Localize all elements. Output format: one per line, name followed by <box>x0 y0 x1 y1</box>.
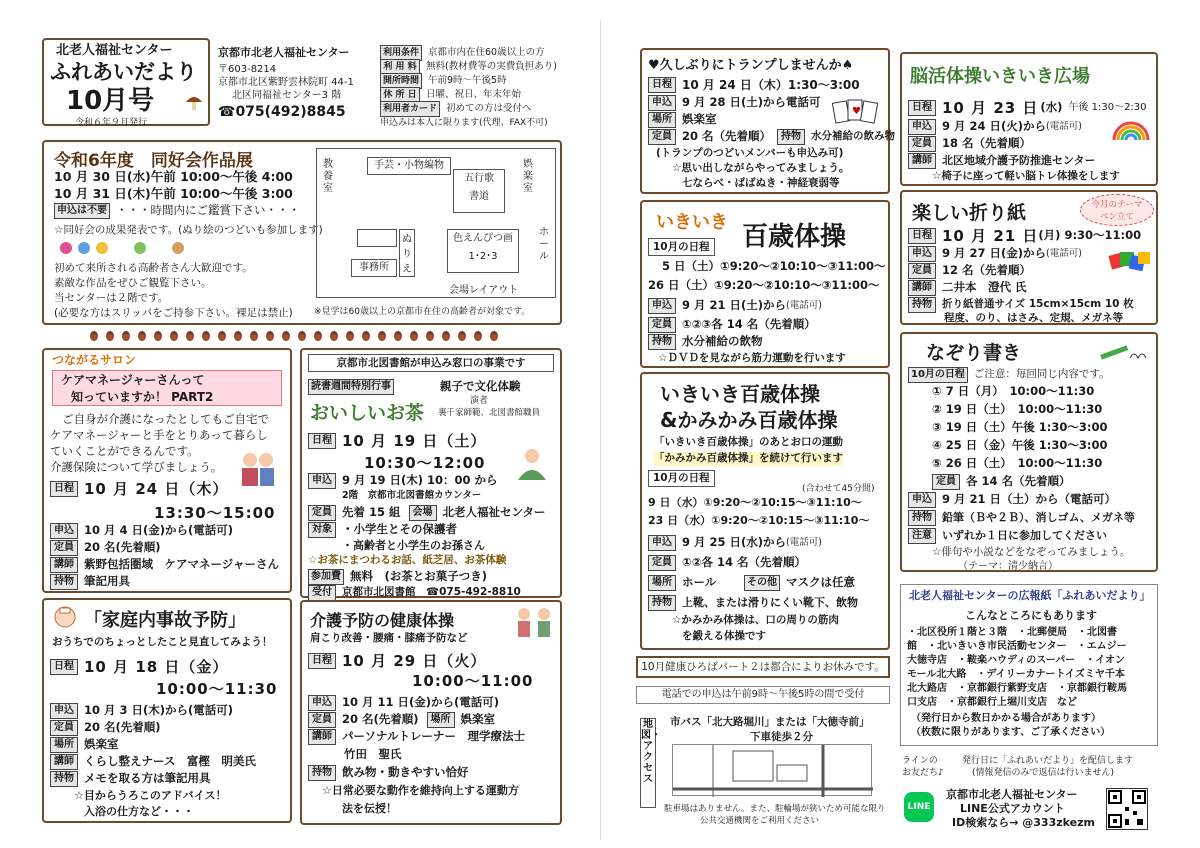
usage-info-table <box>380 46 570 129</box>
line-account-id: ID検索なら→ @333zkezm <box>952 816 1095 829</box>
distribution-line: 北大路店 ・京都銀行紫野支店 ・京都銀行鞍馬 <box>907 683 1127 694</box>
info-label: 開所時間 <box>380 73 422 89</box>
label-apply: 申込 <box>908 492 936 508</box>
library-apply-place: 2階 京都市北図書館カウンター <box>342 490 482 501</box>
layout-caption: 会場レイアウト <box>449 285 519 296</box>
center-name: 京都市北老人福祉センター <box>218 46 350 59</box>
label-lecturer: 講師 <box>908 153 936 169</box>
cards-title: ♥久しぶりにトランプしませんか♠ <box>648 58 854 73</box>
salon-para: ご自身が介護になったとしてもご自宅で <box>62 412 269 426</box>
origami-bring2: 程度、のり、はさみ、定規、メガネ等 <box>944 312 1124 324</box>
line-note1: 発行日に「ふれあいだより」を配信します <box>962 756 1134 766</box>
salon-apply: 10 月 4 日(金)から(電話可) <box>84 522 234 537</box>
mushroom-icon <box>184 92 204 112</box>
label-schedule: 10月の日程 <box>908 367 968 383</box>
label-apply: 申込 <box>50 703 78 719</box>
label-bring: 持物 <box>50 771 78 787</box>
exercise-bring: 飲み物・動きやすい恰好 <box>342 764 469 779</box>
nazori-title: なぞり書き <box>926 342 1022 364</box>
access-label: 地図・アクセス <box>640 718 656 808</box>
brain-title: 脳活体操いきいき広場 <box>910 66 1090 87</box>
label-date: 日程 <box>50 659 78 675</box>
label-capacity: 定員 <box>308 505 336 521</box>
kamikami-note2: を鍛える体操です <box>682 630 766 642</box>
hyakusai-title: 百歳体操 <box>742 222 847 252</box>
exhibit-section <box>42 140 562 325</box>
distribution-subtitle: こんなところにもあります <box>965 609 1097 622</box>
venue-layout-map <box>316 148 556 298</box>
label-apply: 申込 <box>308 473 336 489</box>
salon-date: 10 月 24 日（木） <box>84 480 229 498</box>
origami-lecturer: 二井本 澄代 氏 <box>942 279 1027 294</box>
label-capacity: 定員 <box>908 263 936 279</box>
hyakusai-bring: 水分補給の飲物 <box>682 333 763 348</box>
access-map <box>672 744 872 796</box>
label-place: 場所 <box>50 737 78 753</box>
hyakusai-session2: 26 日（土）①9:20～②10:10～③11:00～ <box>648 278 880 292</box>
nazori-session: ④ 25 日（金）午後 1:30～3:00 <box>932 438 1108 452</box>
exhibit-desc: ☆同好会の成果発表です。(ぬり絵のつどいも参加します) <box>54 224 323 236</box>
accident-bring: メモを取る方は筆記用具 <box>84 770 211 785</box>
label-bring: 持物 <box>50 574 78 590</box>
library-tag: 読書週間特別行事 <box>308 379 394 395</box>
distribution-line: モール北大路 ・デイリーカナートイズミヤ千本 <box>907 669 1125 680</box>
accident-note2: 入浴の仕方など・・・ <box>84 805 194 818</box>
origami-title: 楽しい折り紙 <box>912 202 1027 224</box>
line-friends-label2: お友だち♪ <box>902 768 944 778</box>
exhibit-date2: 10 月 31 日(木)午前 10:00～午後 3:00 <box>54 186 293 201</box>
label-place: 場所 <box>427 712 455 728</box>
origami-weekday: (月) <box>1038 228 1061 243</box>
brain-note: ☆椅子に座って軽い脳トレ体操をします <box>932 170 1120 182</box>
room-box <box>357 229 397 247</box>
exercise-note1: ☆日常必要な動作を維持向上する運動方 <box>322 784 519 797</box>
library-date: 10 月 19 日（土） <box>342 432 487 450</box>
label-bring: 持物 <box>648 334 676 350</box>
exhibit-note: ・・・時間内にご鑑賞下さい・・・ <box>116 202 300 217</box>
hyakusai-title-prefix: いきいき <box>656 212 728 233</box>
label-capacity: 定員 <box>308 712 336 728</box>
origami-apply-phone: (電話可) <box>1046 247 1082 259</box>
label-bring: 持物 <box>777 129 805 145</box>
label-venue: 会場 <box>409 505 437 521</box>
distribution-line: 口支店 ・京都銀行上堀川支店 など <box>907 697 1077 708</box>
info-note: 申込みは本人に限ります(代理、FAX不可) <box>380 118 548 128</box>
hyakusai-apply-phone: (電話可) <box>786 299 822 311</box>
library-section <box>300 348 562 598</box>
accident-capacity: 20 名(先着順) <box>84 719 161 734</box>
room-poetry: 五行歌 書道 <box>453 169 505 213</box>
center-phone: ☎075(492)8845 <box>218 104 346 120</box>
nazori-session: ① 7 日（月） 10:00～11:30 <box>932 384 1095 398</box>
exercise-lecturer-name: 竹田 聖氏 <box>344 747 402 761</box>
library-title: おいしいお茶 <box>310 402 425 424</box>
kamikami-session1: 9 日（水）①9:20～②10:15～③11:10～ <box>648 496 862 509</box>
label-target: 対象 <box>308 522 336 538</box>
nazori-note: ご注意：毎回同じ内容です。 <box>973 368 1110 381</box>
exercise-time: 10:00～11:00 <box>412 672 534 690</box>
page-fold <box>600 20 601 840</box>
exhibit-footnote: ※見学は60歳以上の京都市在住の高齢者が対象です。 <box>314 307 531 317</box>
library-reception: 京都市北図書館 ☎075-492-8810 <box>342 586 521 599</box>
line-friends-label: ラインの <box>902 756 938 766</box>
nazori-session: ② 19 日（土） 10:00～11:30 <box>932 402 1103 416</box>
exhibit-date1: 10 月 30 日(水)午前 10:00～午後 4:00 <box>54 169 293 184</box>
hyakusai-note: ☆ＤＶＤを見ながら筋力運動を行います <box>658 352 846 364</box>
distribution-line: （発行日から数日かかる場合があります） <box>911 713 1101 724</box>
label-lecturer: 講師 <box>908 280 936 296</box>
library-highlights: ☆お茶にまつわるお話、紙芝居、お茶体験 <box>308 554 507 566</box>
pencil-icon <box>1098 342 1146 362</box>
exercise-title: 介護予防の健康体操 <box>310 611 455 630</box>
label-date: 日程 <box>50 481 78 497</box>
cards-bring: 水分補給の飲み物 <box>811 130 896 143</box>
label-attention: 注意 <box>908 528 936 544</box>
label-lecturer: 講師 <box>308 729 336 745</box>
library-fee: 無料 (お茶とお菓子つき) <box>350 568 488 583</box>
room-coloring: ぬりえ <box>399 229 415 277</box>
brain-weekday: (水) <box>1040 100 1063 115</box>
library-subtitle: 親子で文化体験 <box>440 378 521 393</box>
kamikami-bring: 上靴、または滑りにくい靴下、飲物 <box>682 595 858 609</box>
kamikami-apply-phone: (電話可) <box>786 536 822 548</box>
brain-apply: 9 月 24 日(火)から <box>942 118 1047 133</box>
kamikami-apply: 9 月 25 日(水)から <box>682 534 787 549</box>
library-apply: 9 月 19 日(木) 10：00 から <box>342 472 498 487</box>
library-header: 京都市北図書館が申込み窓口の事業です <box>308 354 554 372</box>
distribution-title: 北老人福祉センターの広報紙「ふれあいだより」 <box>909 589 1151 602</box>
library-performer: 裏千家師範、北図書館職員 <box>438 408 541 418</box>
room-office: 事務所 <box>351 259 397 277</box>
hyakusai-section <box>640 200 890 368</box>
brain-lecturer: 北区地域介護予防推進センター <box>942 153 1096 167</box>
kamikami-intro2: 「かみかみ百歳体操」を続けて行います <box>654 452 843 464</box>
svg-text:♥: ♥ <box>852 106 861 117</box>
tea-ceremony-icon <box>512 446 552 482</box>
exhibit-invite: 素敵な作品をぜひご観覧下さい。 <box>54 277 212 289</box>
salon-para: ケアマネージャーと手をとりあって暮らし <box>50 428 268 442</box>
library-target2: ・高齢者と小学生のお孫さん <box>342 539 485 552</box>
kamikami-note1: ☆かみかみ体操は、口の周りの筋肉 <box>672 614 839 626</box>
library-performer-label: 演者 <box>470 396 489 406</box>
brain-section <box>900 52 1158 186</box>
label-date: 日程 <box>308 653 336 669</box>
label-capacity: 定員 <box>50 720 78 736</box>
nazori-bring: 鉛筆（Ｂや２Ｂ）、消しゴム、メガネ等 <box>942 510 1135 524</box>
label-other: その他 <box>744 575 780 591</box>
exercise-subtitle: 肩こり改善・腰痛・膝痛予防など <box>310 632 468 644</box>
accident-section <box>42 598 292 823</box>
label-bring: 持物 <box>908 510 936 526</box>
address-line1: 京都市北区紫野雲林院町 44-1 <box>218 77 354 88</box>
accident-time: 10:00～11:30 <box>156 680 278 698</box>
distribution-line: ・北区役所１階と３階 ・北郵便局 ・北図書 <box>907 627 1117 638</box>
salon-lecturer: 紫野包括圏域 ケアマネージャーさん <box>84 556 280 571</box>
origami-time: 9:30～11:00 <box>1064 228 1142 243</box>
label-apply: 申込 <box>648 95 676 111</box>
masthead-org: 北老人福祉センター <box>56 43 173 58</box>
label-bring: 持物 <box>308 765 336 781</box>
origami-section <box>900 190 1158 325</box>
label-reception: 受付 <box>308 585 336 601</box>
salon-subtitle1: ケアマネージャーさんって <box>61 373 205 387</box>
label-capacity: 定員 <box>50 540 78 556</box>
craft-icons <box>60 242 186 254</box>
info-value: 初めての方は受付へ <box>446 103 532 115</box>
cards-apply: 9 月 28 日(土)から電話可 <box>682 94 821 109</box>
kamikami-intro1: 「いきいき百歳体操」のあとお口の運動 <box>654 436 843 448</box>
exhibit-title: 令和6年度 同好会作品展 <box>54 151 253 171</box>
address-line2: 北区同福祉センター3 階 <box>232 90 342 101</box>
access-section <box>640 710 890 830</box>
accident-note1: ☆目からうろこのアドバイス！ <box>74 789 227 802</box>
label-bring: 持物 <box>648 595 676 611</box>
kamikami-title2: &かみかみ百歳体操 <box>660 408 838 432</box>
salon-para: 介護保険について学びましょう。 <box>50 460 223 474</box>
line-note2: (情報発信のみで返信は行いません) <box>972 768 1115 778</box>
parking-note1: 駐車場はありません。また、駐輪場が狭いため可能な限り <box>664 804 886 814</box>
label-apply: 申込 <box>908 246 936 262</box>
hyakusai-session1: 5 日（土）①9:20～②10:10～③11:00～ <box>662 259 886 273</box>
library-target1: ・小学生とその保護者 <box>342 521 457 536</box>
cards-place: 娯楽室 <box>682 111 717 126</box>
exercise-apply: 10 月 11 日(金)から(電話可) <box>342 694 500 709</box>
exercise-capacity: 20 名(先着順) <box>342 711 419 726</box>
room-recreation: 娯楽室 <box>523 159 533 194</box>
masthead-title: ふれあいだより <box>50 60 197 84</box>
exercise-lecturer: パーソナルトレーナー 理学療法士 <box>342 728 525 743</box>
info-value: 無料(教材費等の実費負担あり) <box>426 61 557 73</box>
brain-capacity: 18 名（先着順） <box>942 135 1032 150</box>
info-label: 利 用 料 <box>380 59 420 75</box>
label-date: 日程 <box>308 433 336 449</box>
postal-code: 〒603-8214 <box>218 64 277 75</box>
parking-note2: 公共交通機関をご利用ください <box>700 816 820 826</box>
label-place: 場所 <box>648 112 676 128</box>
rainbow-icon <box>1110 118 1152 142</box>
nurse-icon <box>54 606 76 628</box>
label-apply: 申込 <box>908 119 936 135</box>
nazori-session: ③ 19 日（土）午後 1:30～3:00 <box>932 420 1108 434</box>
label-bring: 持物 <box>908 297 936 313</box>
line-app-icon: LINE <box>904 792 934 822</box>
salon-section <box>42 348 292 593</box>
masthead <box>42 38 210 126</box>
origami-bring: 折り紙普通サイズ 15cm×15cm 10 枚 <box>942 298 1134 311</box>
nazori-attention: いずれか１日に参加してください <box>942 528 1107 542</box>
exercise-people-icon <box>512 606 558 640</box>
label-place: 場所 <box>648 575 676 591</box>
nazori-session: ⑤ 26 日（土） 10:00～11:30 <box>932 456 1103 470</box>
origami-capacity: 12 名（先着順） <box>942 262 1032 277</box>
no-reg-label: 申込は不要 <box>54 203 110 219</box>
playing-cards-icon <box>832 98 878 126</box>
label-schedule: 10月の日程 <box>648 238 715 256</box>
label-capacity: 定員 <box>648 129 676 145</box>
cards-note2: ☆思い出しながらやってみましょう。 <box>672 162 850 174</box>
salon-subtitle-box <box>52 370 282 406</box>
origami-apply: 9 月 27 日(金)から <box>942 245 1047 260</box>
label-capacity: 定員 <box>908 136 936 152</box>
room-crafts: 手芸・小物編物 <box>367 157 451 175</box>
salon-subtitle2: 知っていますか！ PART2 <box>71 390 214 404</box>
room-hall: ホール <box>539 227 549 262</box>
accident-apply: 10 月 3 日(木)から(電話可) <box>84 702 234 717</box>
library-venue: 北老人福祉センター <box>442 504 546 519</box>
salon-tag: つながるサロン <box>52 353 137 367</box>
hyakusai-apply: 9 月 21 日(土)から <box>682 297 787 312</box>
info-value: 午前9時～午後5時 <box>428 75 507 87</box>
cards-date: 10 月 24 日（木）1:30～3:00 <box>682 77 860 92</box>
closure-notice: 10月健康ひろばパート２は都合によりお休みです。 <box>636 656 890 678</box>
label-fee: 参加費 <box>308 569 344 585</box>
line-account-org: 京都市北老人福祉センター <box>946 788 1078 801</box>
nazori-theme: （テーマ：清少納言） <box>958 561 1058 572</box>
brain-time: 午後 1:30～2:30 <box>1068 102 1147 113</box>
accident-title: 「家庭内事故予防」 <box>84 610 246 631</box>
phone-hours: 電話での申込は午前9時～午後5時の間で受付 <box>636 686 890 704</box>
hyakusai-capacity: ①②③各 14 名（先着順） <box>682 316 816 331</box>
cards-note3: 七ならべ・ばばぬき・神経衰弱等 <box>682 177 840 189</box>
exhibit-slippers: (必要な方はスリッパをご持参下さい。裸足は禁止) <box>54 307 293 319</box>
theme-badge: 今月のテーマ ペン立て <box>1080 194 1154 226</box>
accident-place: 娯楽室 <box>84 736 119 751</box>
kamikami-title1: いきいき百歳体操 <box>660 382 820 406</box>
label-capacity: 定員 <box>932 474 960 490</box>
exhibit-welcome: 初めて来所される高齢者さん大歓迎です。 <box>54 262 253 274</box>
label-apply: 申込 <box>50 523 78 539</box>
salon-para: ていくことができるんです。 <box>50 444 199 458</box>
access-bus: 市バス「北大路堀川」または「大徳寺前」 <box>670 716 870 728</box>
origami-paper-icon <box>1108 248 1152 274</box>
label-date: 日程 <box>908 228 936 244</box>
info-label: 利用者カード <box>380 101 440 117</box>
info-value: 日曜、祝日、年末年始 <box>426 89 522 101</box>
kamikami-other: マスクは任意 <box>786 574 855 589</box>
nazori-apply: 9 月 21 日（土）から（電話可） <box>942 491 1117 506</box>
nazori-section <box>900 332 1158 572</box>
label-lecturer: 講師 <box>50 557 78 573</box>
accident-lecturer: くらし整えナース 富樫 明美氏 <box>84 753 256 768</box>
access-walk: 下車徒歩２分 <box>750 731 813 743</box>
nazori-tip: ☆俳句や小説などをなぞってみましょう。 <box>932 546 1131 558</box>
issue-date: 令和６年９月発行 <box>75 118 148 128</box>
line-account-title: LINE公式アカウント <box>960 802 1065 815</box>
label-date: 日程 <box>648 77 676 93</box>
distribution-line: 大徳寺店 ・鞍楽ハウディのスーパー ・イオン <box>907 655 1125 666</box>
qr-code-icon[interactable] <box>1106 788 1148 830</box>
accident-subtitle: おうちでのちょっとしたこと見直してみよう！ <box>52 636 273 648</box>
label-apply: 申込 <box>308 695 336 711</box>
origami-date: 10 月 21 日 <box>942 227 1039 245</box>
exhibit-floor: 当センターは２階です。 <box>54 292 169 304</box>
info-value: 京都市内在住60歳以上の方 <box>428 47 545 59</box>
salon-capacity: 20 名(先着順) <box>84 539 161 554</box>
nazori-capacity: 各 14 名（先着順） <box>966 473 1071 488</box>
exercise-note2: 法を伝授！ <box>342 802 397 815</box>
exercise-date: 10 月 29 日（火） <box>342 652 487 670</box>
cards-note1: (トランプのつどいメンバーも申込み可) <box>656 147 844 159</box>
label-apply: 申込 <box>648 298 676 314</box>
label-capacity: 定員 <box>648 317 676 333</box>
elderly-couple-icon <box>236 450 280 488</box>
label-schedule: 10月の日程 <box>648 470 715 487</box>
distribution-section <box>900 584 1158 746</box>
kamikami-capacity: ①②各 14 名（先着順） <box>682 554 806 569</box>
exercise-section <box>300 600 562 825</box>
room-pencil: 色えんぴつ画 1･2･3 <box>447 229 519 273</box>
room-culture: 教養室 <box>323 159 333 194</box>
acorn-border <box>90 330 498 342</box>
exercise-place: 娯楽室 <box>460 711 496 726</box>
accident-date: 10 月 18 日（金） <box>84 658 229 676</box>
cards-capacity: 20 名（先着順） <box>682 128 772 143</box>
salon-bring: 筆記用具 <box>84 573 130 588</box>
library-capacity: 先着 15 組 <box>342 504 401 519</box>
masthead-issue: 10月号 <box>66 86 155 116</box>
library-time: 10:30～12:00 <box>364 454 486 472</box>
cards-section <box>640 48 896 194</box>
distribution-line: 館 ・北いきいき市民活動センター ・エムジー <box>907 641 1127 652</box>
brain-date: 10 月 23 日 <box>942 99 1039 117</box>
label-capacity: 定員 <box>648 555 676 571</box>
kamikami-session2: 23 日（水）①9:20～②10:15～③11:10～ <box>648 514 870 527</box>
brain-apply-phone: (電話可) <box>1046 120 1082 132</box>
label-lecturer: 講師 <box>50 754 78 770</box>
salon-time: 13:30～15:00 <box>154 504 276 522</box>
info-label: 利用条件 <box>380 45 422 61</box>
label-apply: 申込 <box>648 535 676 551</box>
kamikami-section <box>640 372 890 650</box>
kamikami-place: ホール <box>682 574 717 589</box>
distribution-line: （枚数に限りがあります、ご了承ください） <box>911 727 1111 738</box>
kamikami-total-time: (合わせて45分間) <box>802 484 875 494</box>
label-date: 日程 <box>908 100 936 116</box>
info-label: 休 所 日 <box>380 87 420 103</box>
